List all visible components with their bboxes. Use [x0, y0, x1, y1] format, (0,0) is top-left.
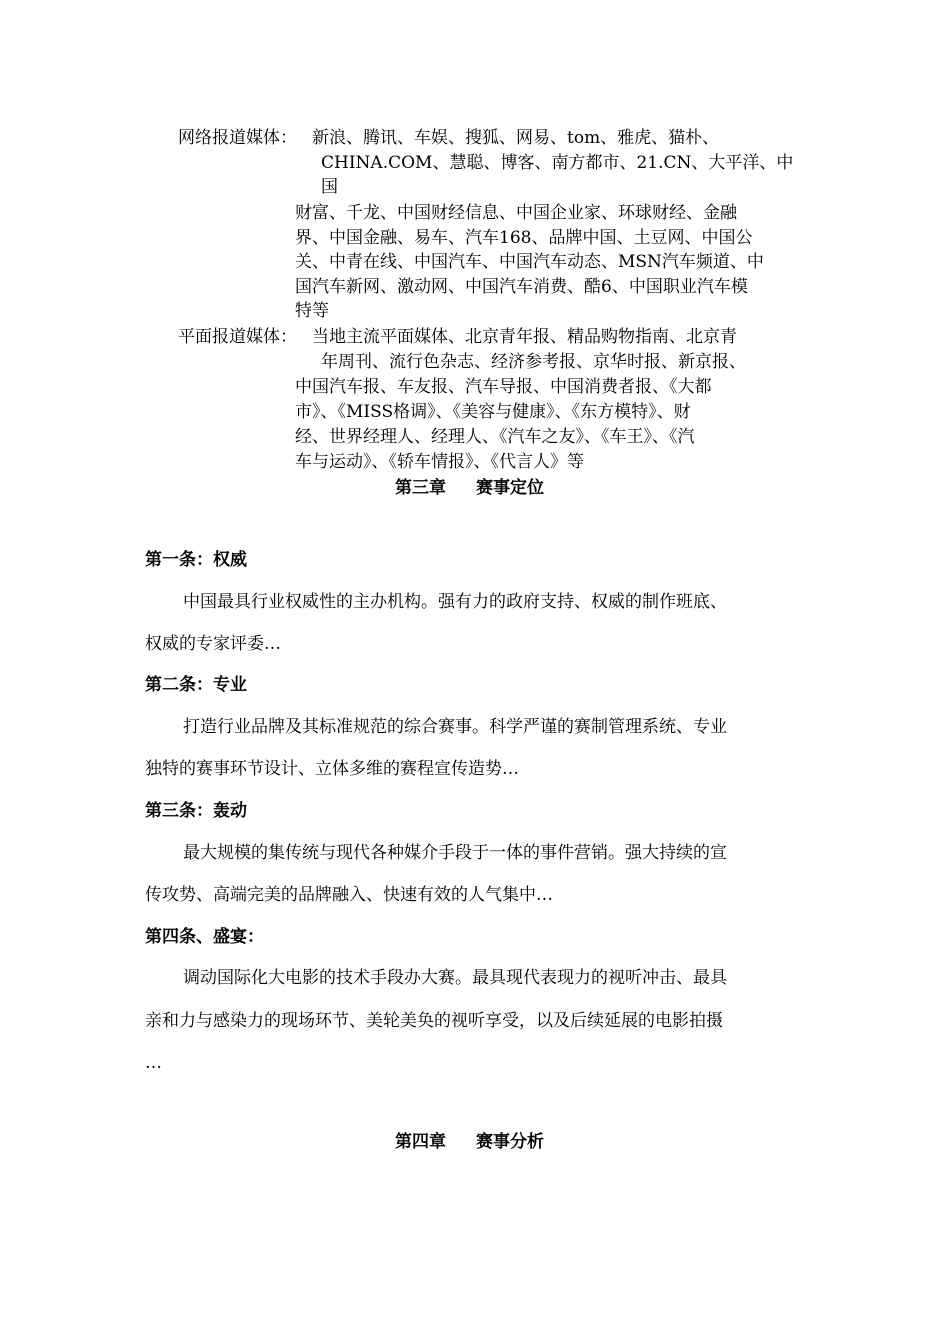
article-body-line: 权威的专家评委… — [145, 634, 281, 654]
chapter-title: 赛事定位 — [476, 478, 544, 498]
article-body-line: 亲和力与感染力的现场环节、美轮美奂的视听享受，以及后续延展的电影拍摄 — [145, 1011, 723, 1031]
article-body-line: … — [145, 1053, 162, 1073]
chapter-title: 赛事分析 — [476, 1132, 544, 1152]
online-media-label: 网络报道媒体： — [178, 128, 297, 148]
article-body-line: 传攻势、高端完美的品牌融入、快速有效的人气集中… — [145, 885, 553, 905]
online-media-line: 关、中青在线、中国汽车、中国汽车动态、MSN汽车频道、中 — [295, 252, 764, 272]
online-media-line: 特等 — [295, 301, 329, 321]
print-media-line: 当地主流平面媒体、北京青年报、精品购物指南、北京青 — [312, 327, 737, 347]
print-media-line: 车与运动》、《轿车情报》、《代言人》等 — [295, 452, 584, 472]
chapter-heading — [395, 476, 544, 500]
chapter-number: 第四章 — [395, 1132, 446, 1152]
print-media-line: 经、世界经理人、经理人、《汽车之友》、《车王》、《汽 — [295, 427, 695, 447]
print-media-line: 市》、《MISS格调》、《美容与健康》、《东方模特》、财 — [295, 402, 691, 422]
chapter-number: 第三章 — [395, 478, 446, 498]
article-body-line: 调动国际化大电影的技术手段办大赛。最具现代表现力的视听冲击、最具 — [183, 968, 727, 988]
online-media-line: 界、中国金融、易车、汽车168、品牌中国、土豆网、中国公 — [295, 228, 753, 248]
article-heading: 第三条：轰动 — [145, 801, 247, 821]
article-body-line: 最大规模的集传统与现代各种媒介手段于一体的事件营销。强大持续的宣 — [183, 843, 727, 863]
online-media-line: 国汽车新网、激动网、中国汽车消费、酷6、中国职业汽车模 — [295, 277, 748, 297]
online-media-line: 新浪、腾讯、车娱、搜狐、网易、tom、雅虎、猫朴、 — [312, 128, 720, 148]
print-media-label: 平面报道媒体： — [178, 327, 297, 347]
online-media-line: 国 — [321, 177, 338, 197]
article-body-line: 中国最具行业权威性的主办机构。强有力的政府支持、权威的制作班底、 — [183, 592, 727, 612]
article-heading: 第二条：专业 — [145, 675, 247, 695]
print-media-line: 中国汽车报、车友报、汽车导报、中国消费者报、《大都 — [295, 377, 712, 397]
article-heading: 第四条、盛宴： — [145, 927, 264, 947]
article-body-line: 打造行业品牌及其标准规范的综合赛事。科学严谨的赛制管理系统、专业 — [183, 717, 727, 737]
online-media-line: 财富、千龙、中国财经信息、中国企业家、环球财经、金融 — [295, 203, 737, 223]
online-media-line: CHINA.COM、慧聪、博客、南方都市、21.CN、大平洋、中 — [321, 153, 794, 173]
article-heading: 第一条：权威 — [145, 550, 247, 570]
article-body-line: 独特的赛事环节设计、立体多维的赛程宣传造势… — [145, 759, 519, 779]
chapter-heading — [395, 1130, 544, 1154]
print-media-line: 年周刊、流行色杂志、经济参考报、京华时报、新京报、 — [321, 352, 746, 372]
